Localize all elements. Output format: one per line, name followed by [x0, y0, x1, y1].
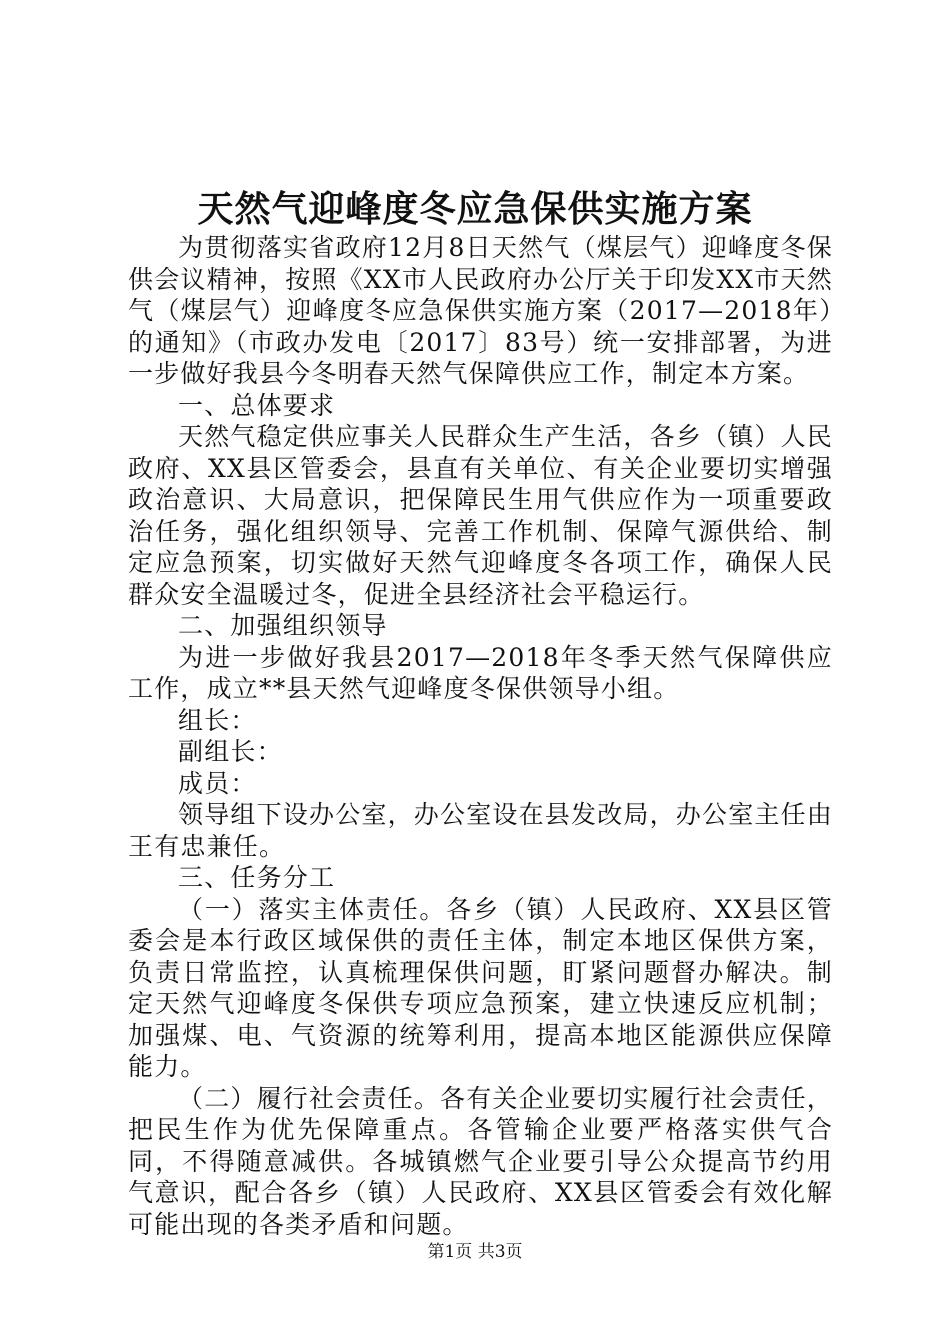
document-title: 天然气迎峰度冬应急保供实施方案 — [197, 189, 753, 230]
section-heading-tasks: 三、任务分工 — [178, 863, 336, 892]
task-social-responsibility-paragraph: （二）履行社会责任。各有关企业要切实履行社会责任，把民生作为优先保障重点。各管输企业要严格落实供气合同，不得随意减供。各城镇燃气企业要引导公众提高节约用气意识，配合各乡（镇）人民政府、XX县区管委会有效化解可能出现的各类矛盾和问题。 — [128, 1083, 834, 1239]
members-line: 成员： — [178, 768, 257, 798]
document-body — [128, 232, 833, 1240]
section-heading-general-requirements: 一、总体要求 — [178, 390, 336, 420]
leader-line: 组长： — [178, 705, 257, 735]
organization-paragraph: 为进一步做好我县2017—2018年冬季天然气保障供应工作，成立**县天然气迎峰度冬保供领导小组。 — [128, 642, 833, 703]
page-number-footer: 第1页 共3页 — [427, 1242, 523, 1262]
intro-paragraph: 为贯彻落实省政府12月8日天然气（煤层气）迎峰度冬保供会议精神，按照《XX市人民政府办公厅关于印发XX市天然气（煤层气）迎峰度冬应急保供实施方案（2017—2018年）的通知》（市政办发电〔2017〕83号）统一安排部署，为进一步做好我县今冬明春天然气保障供应工作，制定本方案。 — [128, 233, 833, 388]
general-requirements-paragraph: 天然气稳定供应事关人民群众生产生活，各乡（镇）人民政府、XX县区管委会，县直有关单位、有关企业要切实增强政治意识、大局意识，把保障民生用气供应作为一项重要政治任务，强化组织领导、完善工作机制、保障气源供给、制定应急预案，切实做好天然气迎峰度冬各项工作，确保人民群众安全温暖过冬，促进全县经济社会平稳运行。 — [128, 422, 834, 609]
task-main-responsibility-paragraph: （一）落实主体责任。各乡（镇）人民政府、XX县区管委会是本行政区域保供的责任主体，制定本地区保供方案，负责日常监控，认真梳理保供问题，盯紧问题督办解决。制定天然气迎峰度冬保供专项应急预案，建立快速反应机制；加强煤、电、气资源的统筹利用，提高本地区能源供应保障能力。 — [128, 894, 833, 1081]
deputy-leader-line: 副组长： — [178, 737, 283, 766]
office-paragraph: 领导组下设办公室，办公室设在县发改局，办公室主任由王有忠兼任。 — [128, 800, 834, 861]
section-heading-organization: 二、加强组织领导 — [178, 611, 388, 640]
